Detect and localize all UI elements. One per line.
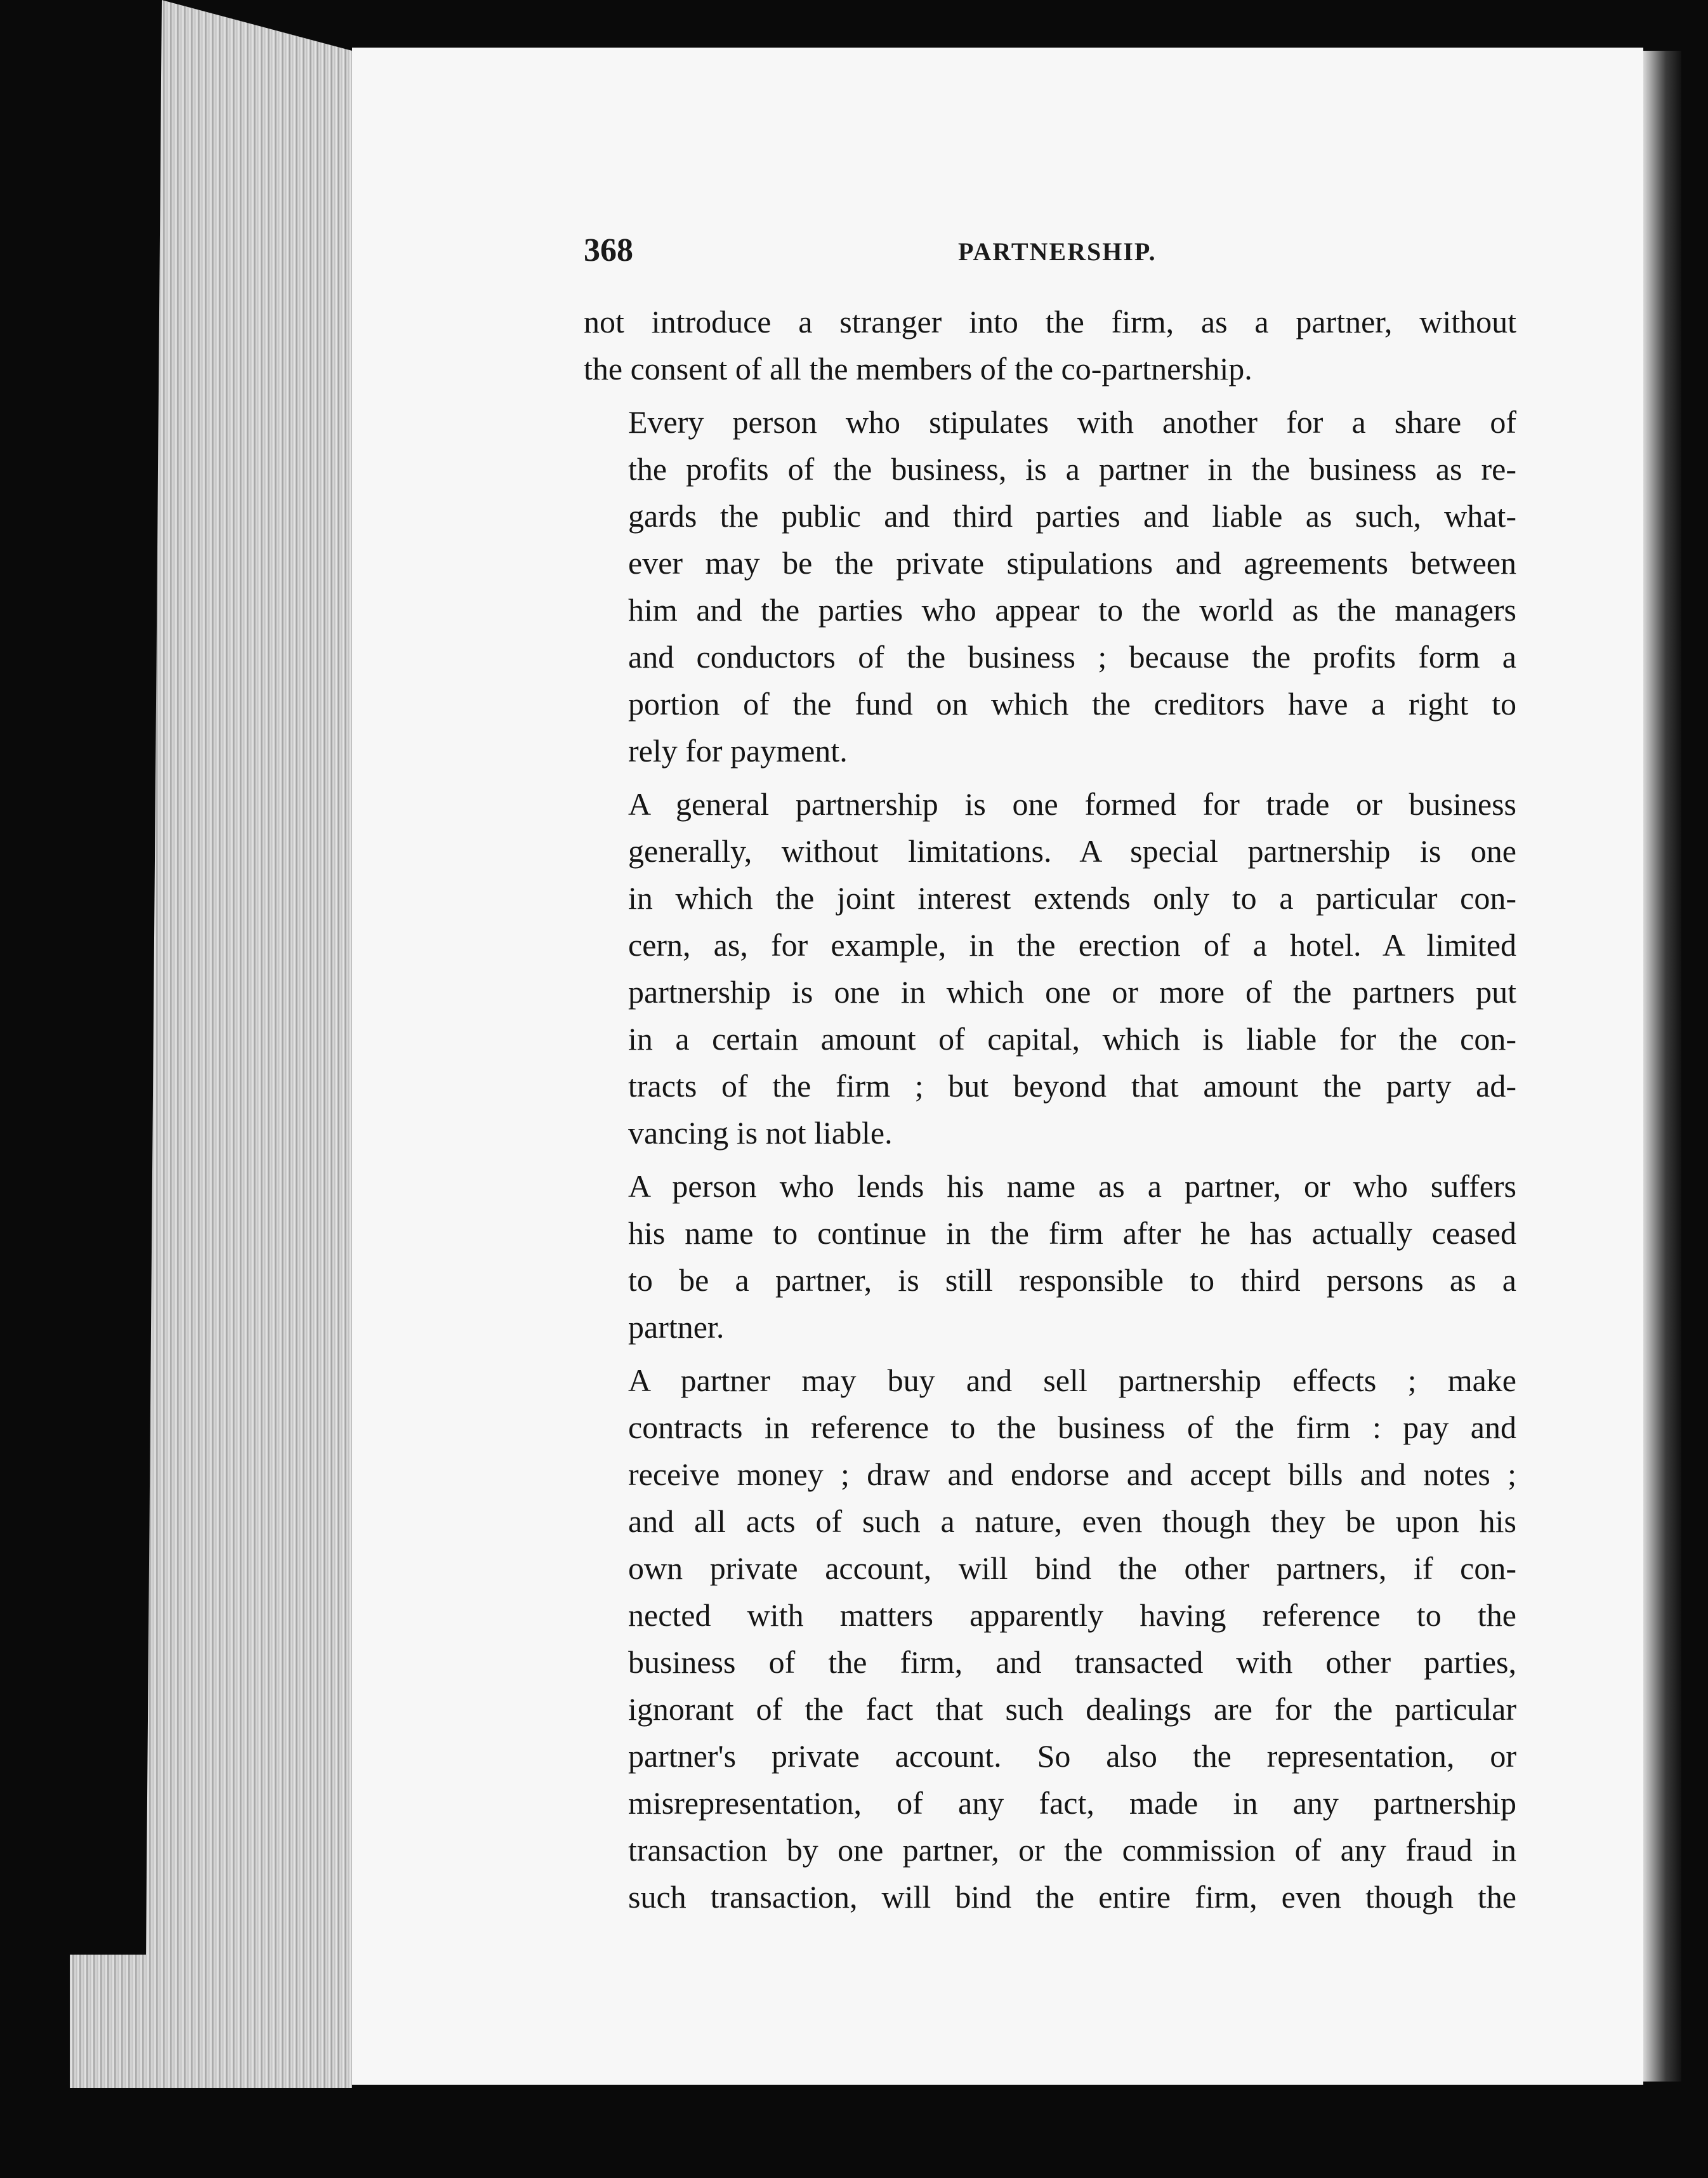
text-line: cern, as, for example, in the erection of a hotel. A limited xyxy=(628,927,1516,963)
text-line: not introduce a stranger into the firm, as a partner, without xyxy=(584,304,1516,340)
text-line: partner. xyxy=(628,1309,725,1345)
paragraph-2 xyxy=(584,399,1516,774)
text-line: A person who lends his name as a partner, or who suffers xyxy=(628,1168,1516,1204)
text-line: partnership is one in which one or more of the partners put xyxy=(628,974,1516,1010)
text-line: gards the public and third parties and liable as such, what- xyxy=(628,498,1516,534)
body-text xyxy=(584,298,1516,1927)
text-line: portion of the fund on which the creditors have a right to xyxy=(628,686,1516,722)
paragraph-5 xyxy=(584,1357,1516,1920)
book-gutter-shadow xyxy=(1643,51,1681,2082)
paragraph-4 xyxy=(584,1163,1516,1350)
book-page-edges xyxy=(70,0,352,2088)
text-line: contracts in reference to the business of the firm : pay and xyxy=(628,1409,1516,1445)
text-line: vancing is not liable. xyxy=(628,1115,893,1151)
text-line: ignorant of the fact that such dealings are for the particular xyxy=(628,1691,1516,1727)
paragraph-1 xyxy=(584,298,1516,392)
text-line: tracts of the firm ; but beyond that amount the party ad- xyxy=(628,1068,1516,1104)
text-line: such transaction, will bind the entire firm, even though the xyxy=(628,1879,1516,1915)
page-header xyxy=(584,232,1516,276)
text-line: Every person who stipulates with another for a share of xyxy=(628,404,1516,440)
text-line: transaction by one partner, or the commission of any fraud in xyxy=(628,1832,1516,1868)
text-line: misrepresentation, of any fact, made in any partnership xyxy=(628,1785,1516,1821)
text-line: and conductors of the business ; because the profits form a xyxy=(628,639,1516,675)
text-line: in which the joint interest extends only to a particular con- xyxy=(628,880,1516,916)
text-line: his name to continue in the firm after he has actually ceased xyxy=(628,1215,1516,1251)
text-line: ever may be the private stipulations and agreements between xyxy=(628,545,1516,581)
text-line: A general partnership is one formed for trade or business xyxy=(628,786,1516,822)
text-line: the profits of the business, is a partner in the business as re- xyxy=(628,451,1516,487)
text-line: nected with matters apparently having reference to the xyxy=(628,1597,1516,1633)
paragraph-3 xyxy=(584,781,1516,1156)
text-line: receive money ; draw and endorse and accept bills and notes ; xyxy=(628,1456,1516,1492)
text-line: A partner may buy and sell partnership effects ; make xyxy=(628,1363,1516,1398)
text-line: business of the firm, and transacted with other parties, xyxy=(628,1644,1516,1680)
page-number: 368 xyxy=(584,232,633,268)
text-line: and all acts of such a nature, even though they be upon his xyxy=(628,1503,1516,1539)
text-line: to be a partner, is still responsible to third persons as a xyxy=(628,1262,1516,1298)
text-line: him and the parties who appear to the world as the managers xyxy=(628,592,1516,628)
text-line: generally, without limitations. A special partnership is one xyxy=(628,833,1516,869)
running-title: PARTNERSHIP. xyxy=(958,237,1157,266)
text-line: rely for payment. xyxy=(628,733,848,769)
text-line: the consent of all the members of the co-partnership. xyxy=(584,351,1252,386)
text-line: own private account, will bind the other partners, if con- xyxy=(628,1550,1516,1586)
text-line: partner's private account. So also the representation, or xyxy=(628,1738,1516,1774)
text-line: in a certain amount of capital, which is liable for the con- xyxy=(628,1021,1516,1057)
